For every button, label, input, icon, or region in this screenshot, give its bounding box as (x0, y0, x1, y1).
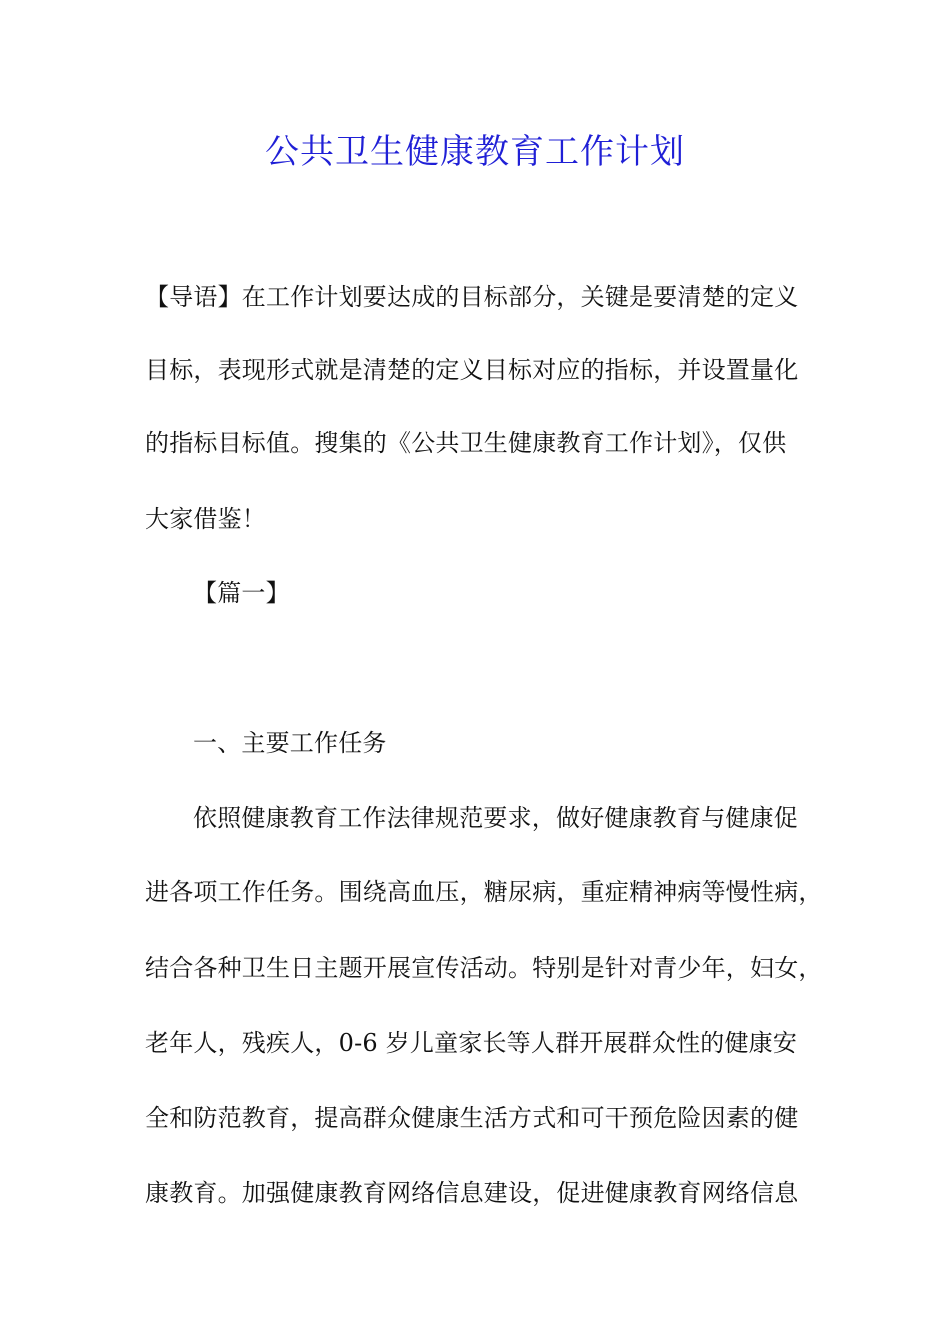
body-line: 结合各种卫生日主题开展宣传活动。特别是针对青少年，妇女， (145, 954, 823, 982)
body-line: 进各项工作任务。围绕高血压，糖尿病，重症精神病等慢性病， (145, 878, 823, 906)
intro-line: 大家借鉴！ (145, 505, 266, 533)
intro-line: 的指标目标值。搜集的《公共卫生健康教育工作计划》，仅供 (145, 429, 787, 457)
intro-line: 目标，表现形式就是清楚的定义目标对应的指标，并设置量化 (145, 356, 799, 384)
intro-line: 【导语】在工作计划要达成的目标部分，关键是要清楚的定义 (145, 283, 799, 311)
body-line: 依照健康教育工作法律规范要求，做好健康教育与健康促 (193, 804, 798, 832)
body-line: 康教育。加强健康教育网络信息建设，促进健康教育网络信息 (145, 1179, 799, 1207)
body-line: 老年人，残疾人，0-6 岁儿童家长等人群开展群众性的健康安 (145, 1029, 798, 1057)
document-title: 公共卫生健康教育工作计划 (265, 132, 685, 172)
body-line: 全和防范教育，提高群众健康生活方式和可干预危险因素的健 (145, 1104, 799, 1132)
section-marker: 【篇一】 (193, 579, 290, 607)
section-heading: 一、主要工作任务 (193, 729, 387, 757)
